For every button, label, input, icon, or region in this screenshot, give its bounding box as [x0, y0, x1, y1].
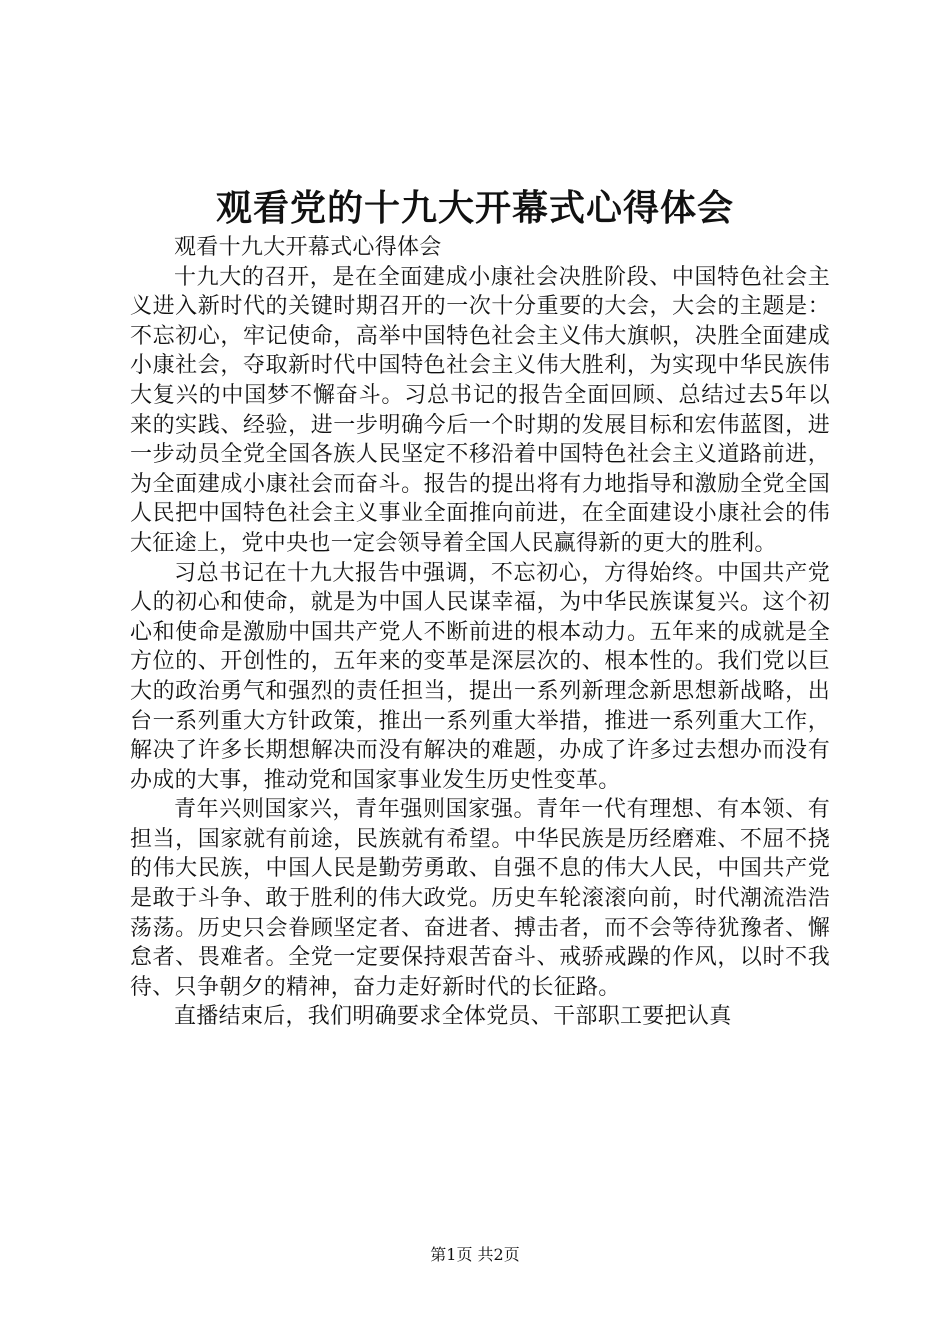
body-paragraph: 直播结束后，我们明确要求全体党员、干部职工要把认真: [174, 1004, 732, 1030]
document-subtitle: 观看十九大开幕式心得体会: [174, 235, 442, 260]
body-paragraph: 习总书记在十九大报告中强调，不忘初心，方得始终。中国共产党人的初心和使命，就是为中国人民谋幸福，为中华民族谋复兴。这个初心和使命是激励中国共产党人不断前进的根本动力。五年来的成就是全方位的、开创性的，五年来的变革是深层次的、根本性的。我们党以巨大的政治勇气和强烈的责任担当，提出一系列新理念新思想新战略，出台一系列重大方针政策，推出一系列重大举措，推进一系列重大工作，解决了许多长期想解决而没有解决的难题，办成了许多过去想办而没有办成的大事，推动党和国家事业发生历史性变革。: [130, 560, 830, 793]
body-paragraph: 青年兴则国家兴，青年强则国家强。青年一代有理想、有本领、有担当，国家就有前途，民族就有希望。中华民族是历经磨难、不屈不挠的伟大民族，中国人民是勤劳勇敢、自强不息的伟大人民，中国共产党是敢于斗争、敢于胜利的伟大政党。历史车轮滚滚向前，时代潮流浩浩荡荡。历史只会眷顾坚定者、奋进者、搏击者，而不会等待犹豫者、懈怠者、畏难者。全党一定要保持艰苦奋斗、戒骄戒躁的作风，以时不我待、只争朝夕的精神，奋力走好新时代的长征路。: [130, 797, 830, 1000]
body-paragraph: 十九大的召开，是在全面建成小康社会决胜阶段、中国特色社会主义进入新时代的关键时期召开的一次十分重要的大会，大会的主题是：不忘初心，牢记使命，高举中国特色社会主义伟大旗帜，决胜全面建成小康社会，夺取新时代中国特色社会主义伟大胜利，为实现中华民族伟大复兴的中国梦不懈奋斗。习总书记的报告全面回顾、总结过去5年以来的实践、经验，进一步明确今后一个时期的发展目标和宏伟蓝图，进一步动员全党全国各族人民坚定不移沿着中国特色社会主义道路前进，为全面建成小康社会而奋斗。报告的提出将有力地指导和激励全党全国人民把中国特色社会主义事业全面推向前进，在全面建设小康社会的伟大征途上，党中央也一定会领导着全国人民赢得新的更大的胜利。: [130, 264, 830, 556]
document-body: [130, 233, 830, 1032]
page-number-footer: 第1页 共2页: [430, 1245, 520, 1264]
document-title: 观看党的十九大开幕式心得体会: [215, 187, 734, 229]
